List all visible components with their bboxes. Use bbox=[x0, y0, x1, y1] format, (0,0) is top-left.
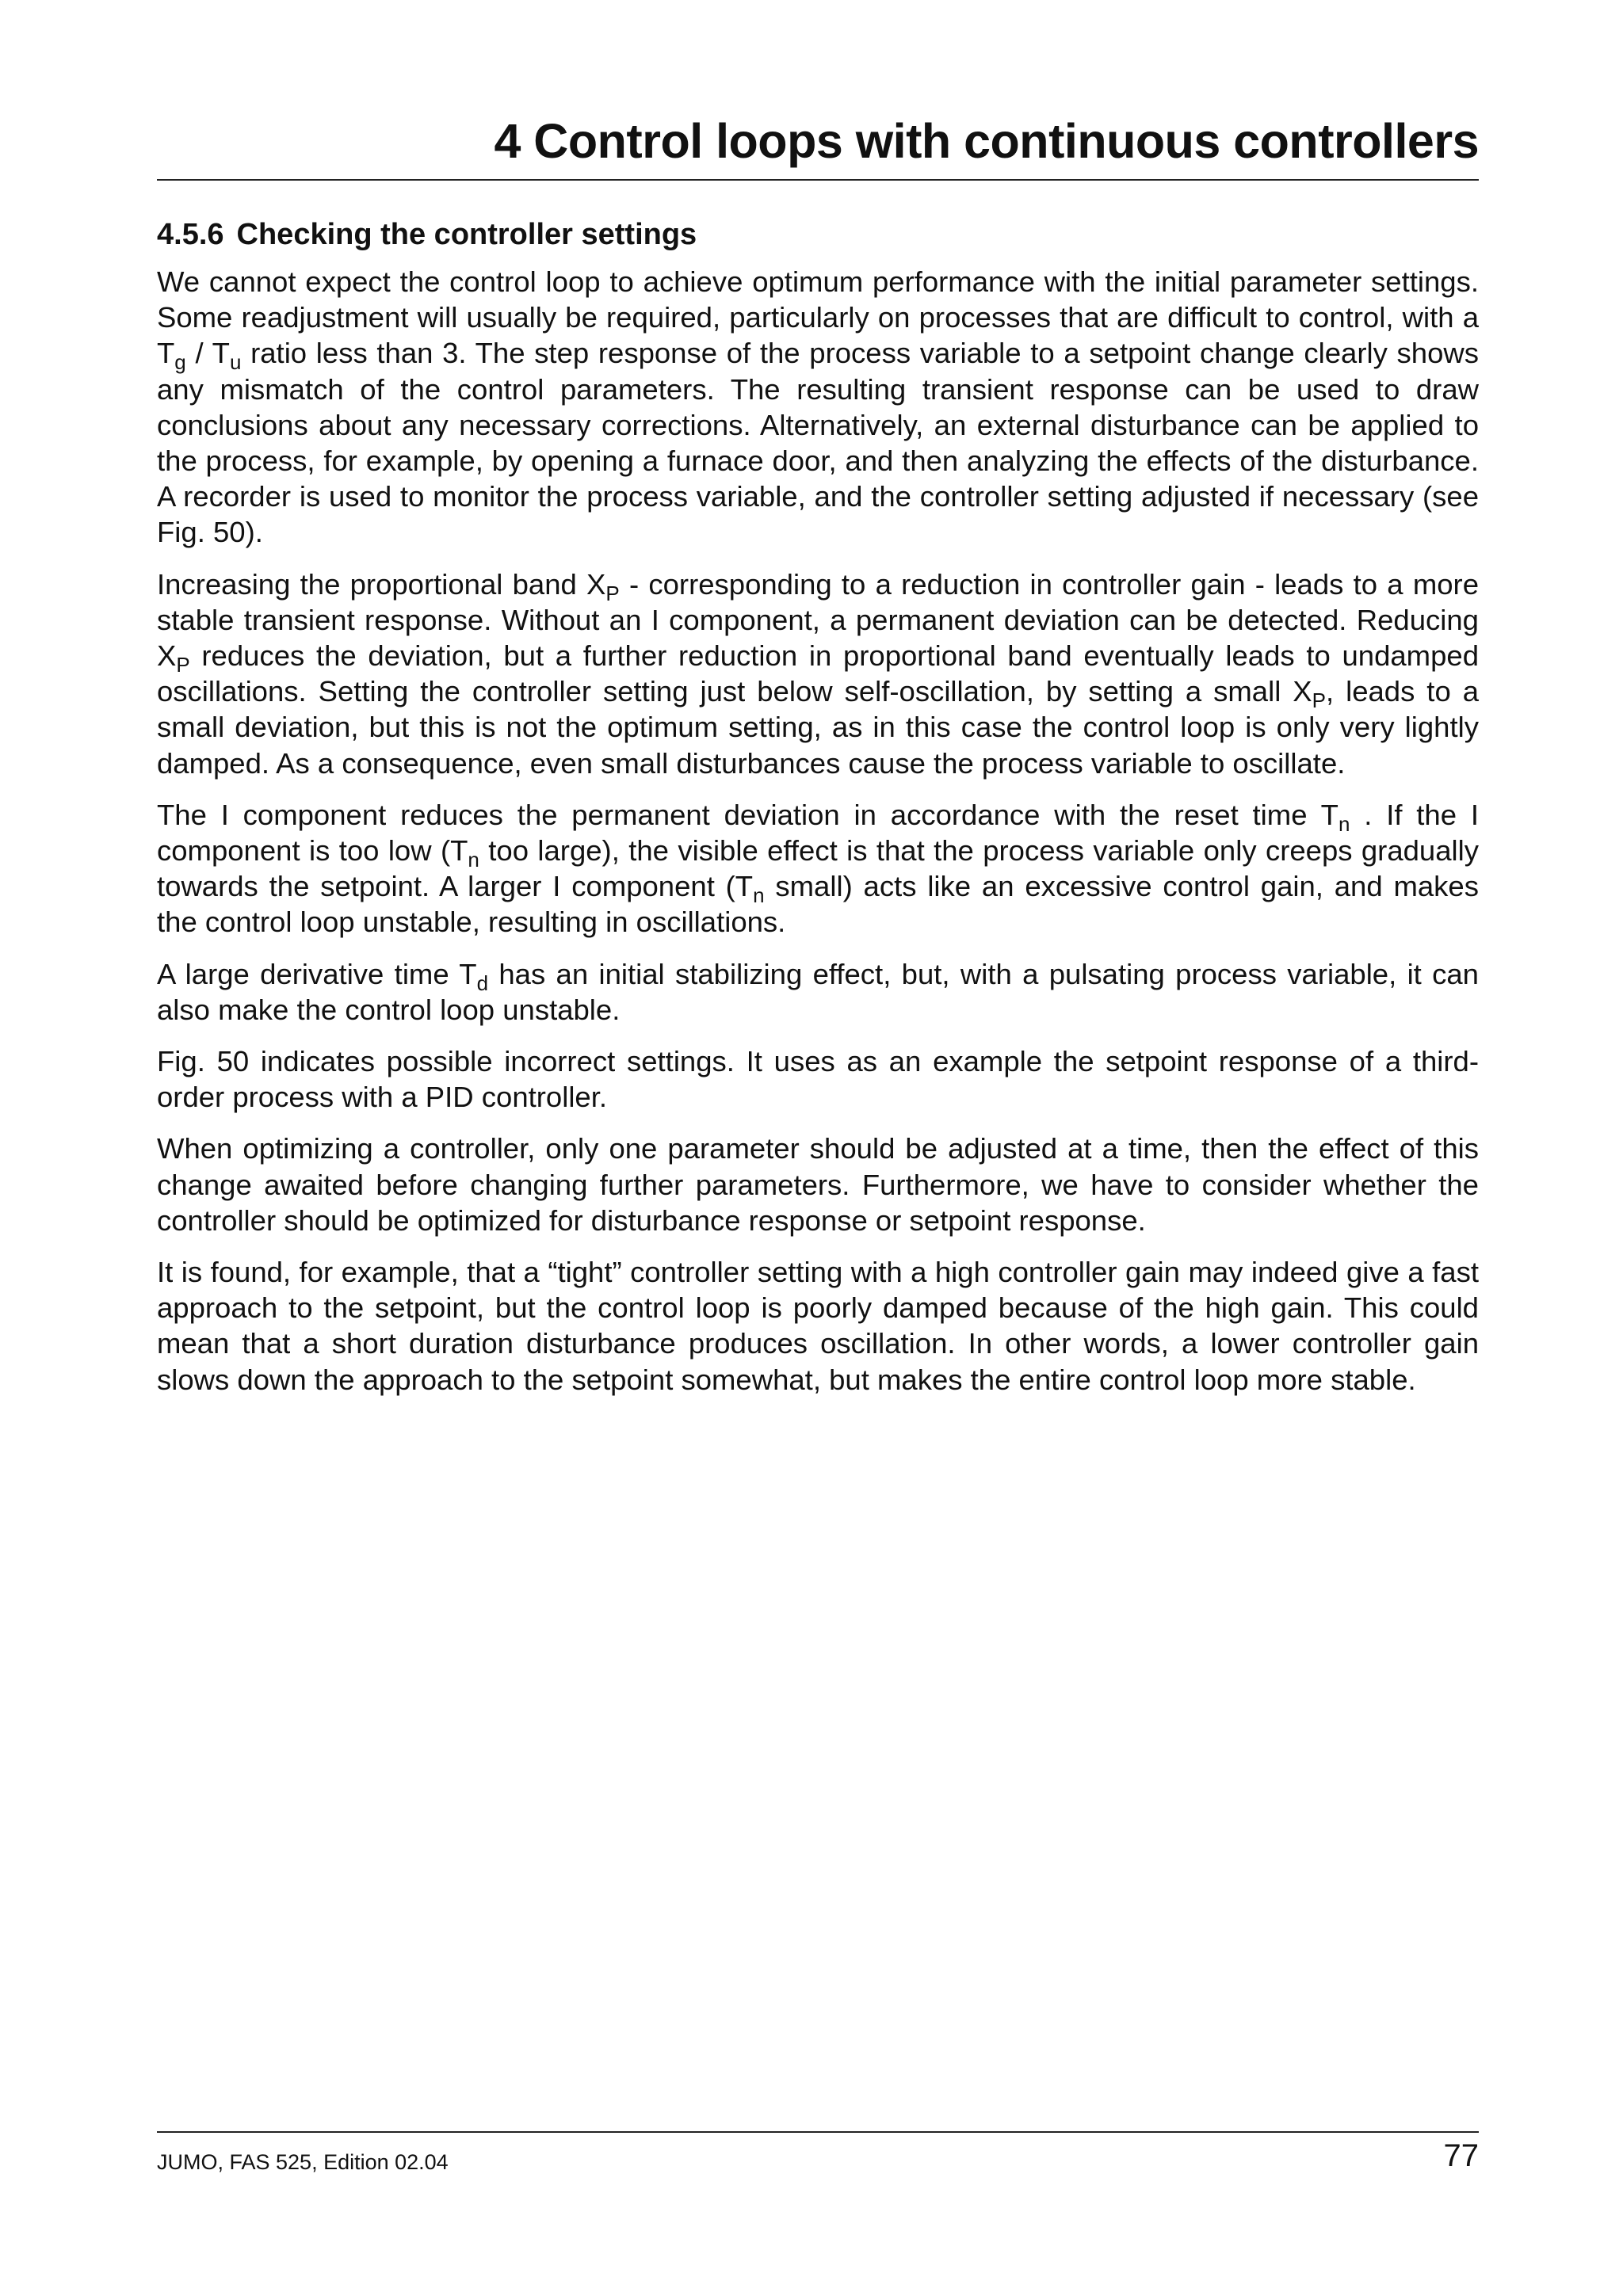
paragraph-3 bbox=[157, 797, 1479, 940]
subscript-u: u bbox=[229, 350, 242, 375]
subscript-p: P bbox=[176, 653, 190, 677]
paragraph-3-text-d: small) acts like an excessive control gain, and makes the control loop unstable, resulting in oscillations. bbox=[157, 870, 1479, 939]
paragraph-7: It is found, for example, that a “tight” controller setting with a high controller gain may indeed give a fast approach to the setpoint, but the control loop is poorly damped because of the high gain. This could mean that a short duration disturbance produces oscillation. In other words, a lower controller gain slows down the approach to the setpoint somewhat, but makes the entire control loop more stable. bbox=[157, 1256, 1479, 1396]
header-rule bbox=[157, 179, 1479, 181]
page-number: 77 bbox=[1443, 2138, 1479, 2173]
paragraph-2-text-b: - corresponding to a reduction in controller gain - leads to a more stable transient response. Without an I component, a permanent deviation can be detected. Reducing X bbox=[157, 567, 1479, 673]
paragraph-5: Fig. 50 indicates possible incorrect settings. It uses as an example the setpoint response of a third-order process with a PID controller. bbox=[157, 1045, 1479, 1114]
subscript-d: d bbox=[476, 971, 489, 995]
paragraph-4-text-a: A large derivative time T bbox=[157, 957, 477, 990]
paragraph-1-text-c: ratio less than 3. The step response of the process variable to a setpoint change clearly shows any mismatch of the control parameters. The resulting transient response can be used to draw conclusions about any necessary corrections. Alternatively, an external disturbance can be applied to the process, for example, by opening a furnace door, and then analyzing the effects of the disturbance. A recorder is used to monitor the process variable, and the controller setting adjusted if necessary (see Fig. 50). bbox=[157, 337, 1480, 549]
paragraph-3-text-c: too large), the visible effect is that the process variable only creeps gradually towards the setpoint. A larger I component (T bbox=[157, 834, 1479, 903]
subscript-p: P bbox=[1312, 688, 1326, 713]
subscript-n: n bbox=[468, 848, 479, 872]
paragraph-2-text-c: reduces the deviation, but a further reduction in proportional band eventually leads to undamped oscillations. Setting the controller setting just below self-oscillation, by setting a small X bbox=[157, 639, 1479, 708]
paragraph-3-text-a: The I component reduces the permanent deviation in accordance with the reset time T bbox=[157, 798, 1338, 831]
paragraph-4 bbox=[157, 956, 1479, 1028]
section-title: Checking the controller settings bbox=[236, 218, 697, 251]
paragraph-6: When optimizing a controller, only one parameter should be adjusted at a time, then the effect of this change awaited before changing further parameters. Furthermore, we have to consider whether the controller should be optimized for disturbance response or setpoint response. bbox=[157, 1132, 1479, 1237]
paragraph-2-text-a: Increasing the proportional band X bbox=[157, 567, 606, 601]
paragraph-1-text-a: We cannot expect the control loop to achieve optimum performance with the initial parameter settings. Some readjustment will usually be required, particularly on processes that are difficult to control, with a T bbox=[157, 265, 1479, 370]
paragraph-1-text-b: / T bbox=[185, 337, 230, 370]
subscript-n: n bbox=[753, 883, 765, 908]
paragraph-2-text-d: , leads to a small deviation, but this is not the optimum setting, as in this case the control loop is only very lightly damped. As a consequence, even small disturbances cause the process variable to oscillate. bbox=[157, 675, 1479, 780]
chapter-title: 4 Control loops with continuous controllers bbox=[494, 114, 1479, 168]
paragraph-4-text-b: has an initial stabilizing effect, but, with a pulsating process variable, it can also make the control loop unstable. bbox=[157, 957, 1479, 1026]
paragraph-2 bbox=[157, 566, 1479, 781]
body-text bbox=[157, 264, 1479, 1413]
section-number: 4.5.6 bbox=[157, 218, 224, 251]
subscript-g: g bbox=[174, 350, 186, 375]
footer-publication: JUMO, FAS 525, Edition 02.04 bbox=[157, 2150, 449, 2174]
subscript-n: n bbox=[1338, 811, 1350, 836]
paragraph-3-text-b: . If the I component is too low (T bbox=[157, 798, 1479, 868]
subscript-p: P bbox=[605, 581, 620, 605]
paragraph-1 bbox=[157, 264, 1479, 551]
footer-rule bbox=[157, 2131, 1479, 2133]
section-heading bbox=[157, 215, 697, 254]
